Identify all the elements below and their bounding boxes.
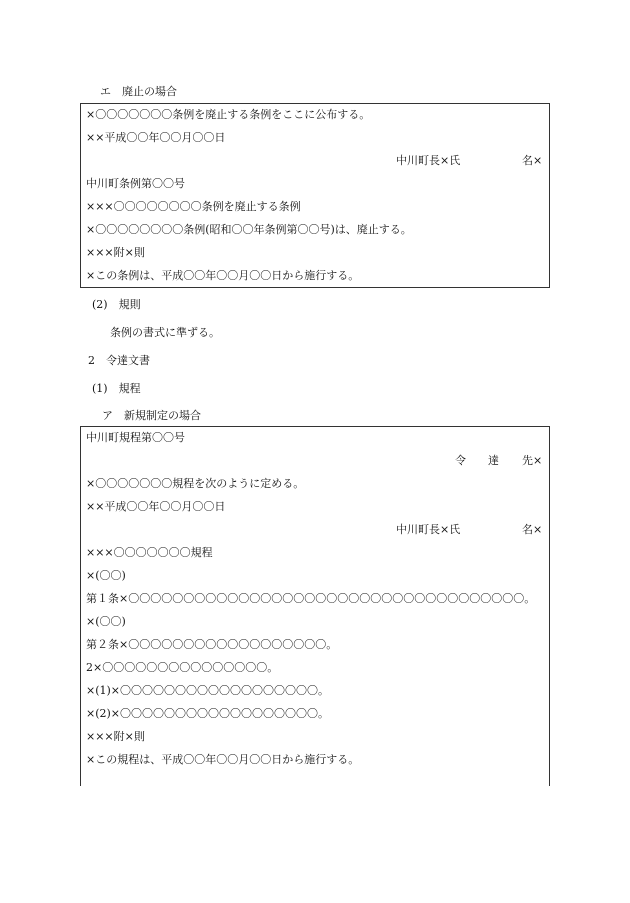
- section-a-line-12: ×(1)×〇〇〇〇〇〇〇〇〇〇〇〇〇〇〇〇〇〇。: [86, 684, 330, 697]
- section-a-line-3: ×〇〇〇〇〇〇〇規程を次のように定める。: [86, 477, 305, 490]
- section-e-line-1: ×〇〇〇〇〇〇〇条例を廃止する条例をここに公布する。: [86, 108, 371, 121]
- section-e-line-8: ×この条例は、平成〇〇年〇〇月〇〇日から施行する。: [86, 269, 360, 282]
- section-a-recipient-1: 令: [455, 454, 466, 467]
- section-a-line-13: ×(2)×〇〇〇〇〇〇〇〇〇〇〇〇〇〇〇〇〇〇。: [86, 707, 330, 720]
- section-a-line-1: 中川町規程第〇〇号: [86, 431, 185, 444]
- section-e-signature: 中川町長×氏: [396, 154, 461, 167]
- section-2-heading: 2 令達文書: [88, 354, 150, 367]
- section-e-signature-name: 名×: [522, 154, 543, 167]
- section-e-line-2: ××平成〇〇年〇〇月〇〇日: [86, 131, 226, 144]
- section-a-line-7: ×(〇〇): [86, 569, 126, 582]
- section-a-line-10: 第２条×〇〇〇〇〇〇〇〇〇〇〇〇〇〇〇〇〇〇。: [86, 638, 338, 651]
- section-a-line-4: ××平成〇〇年〇〇月〇〇日: [86, 500, 226, 513]
- item-2-1-heading: (1) 規程: [92, 382, 141, 395]
- section-e-line-4: 中川町条例第〇〇号: [86, 177, 185, 190]
- section-a-recipient-2: 達: [488, 454, 499, 467]
- item-2-2-text: 条例の書式に準ずる。: [110, 326, 220, 339]
- section-e-line-7: ×××附×則: [86, 246, 145, 259]
- section-a-line-15: ×この規程は、平成〇〇年〇〇月〇〇日から施行する。: [86, 753, 360, 766]
- section-a-signature: 中川町長×氏: [396, 523, 461, 536]
- section-a-line-8: 第１条×〇〇〇〇〇〇〇〇〇〇〇〇〇〇〇〇〇〇〇〇〇〇〇〇〇〇〇〇〇〇〇〇〇〇〇〇。: [86, 592, 536, 605]
- section-a-line-11: 2×〇〇〇〇〇〇〇〇〇〇〇〇〇〇〇。: [86, 661, 279, 674]
- section-a-line-14: ×××附×則: [86, 730, 145, 743]
- section-a-line-9: ×(〇〇): [86, 615, 126, 628]
- section-e-line-5: ×××〇〇〇〇〇〇〇〇条例を廃止する条例: [86, 200, 301, 213]
- section-e-line-6: ×〇〇〇〇〇〇〇〇条例(昭和〇〇年条例第〇〇号)は、廃止する。: [86, 223, 412, 236]
- section-a-recipient-3: 先×: [522, 454, 543, 467]
- section-a-line-6: ×××〇〇〇〇〇〇〇規程: [86, 546, 213, 559]
- section-e-heading: エ 廃止の場合: [100, 85, 177, 98]
- item-2-2-heading: (2) 規則: [92, 298, 141, 311]
- section-a-heading: ア 新規制定の場合: [102, 409, 201, 422]
- section-a-signature-name: 名×: [522, 523, 543, 536]
